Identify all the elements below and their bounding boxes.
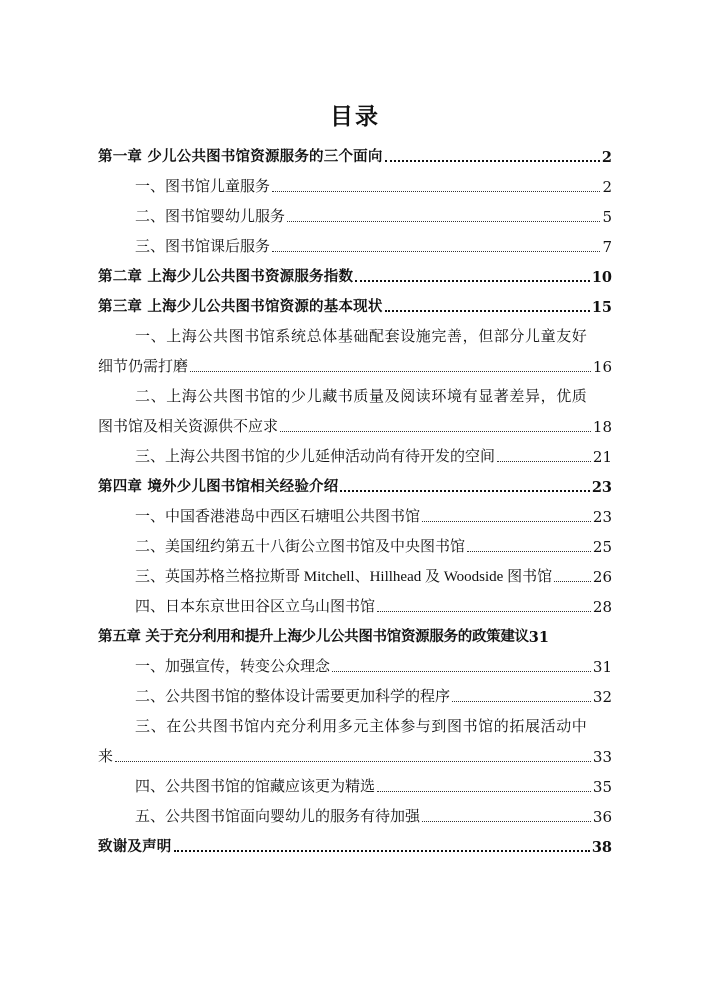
toc-page-number: 15: [591, 299, 612, 316]
toc-entry-section[interactable]: [98, 166, 612, 196]
toc-entry-section[interactable]: [98, 556, 612, 586]
toc-entry-text: 第一章 少儿公共图书馆资源服务的三个面向: [98, 148, 383, 165]
toc-entry-chapter-2[interactable]: [98, 256, 612, 286]
leader-dots: [467, 550, 591, 552]
toc-entry-text: 二、图书馆婴幼儿服务: [135, 207, 286, 225]
toc-page-number: 28: [592, 598, 612, 616]
toc-entry-chapter-5[interactable]: [98, 616, 612, 646]
page-title: 目录: [330, 103, 380, 130]
toc-entry-chapter-4[interactable]: [98, 466, 612, 496]
toc-entry-section-line2[interactable]: [98, 406, 612, 436]
leader-dots: [332, 670, 591, 672]
toc-entry-section[interactable]: [98, 796, 612, 826]
toc-page-number: 18: [592, 418, 612, 436]
toc-entry-chapter-1[interactable]: [98, 136, 612, 166]
toc-entry-section[interactable]: [98, 496, 612, 526]
leader-dots: [287, 220, 600, 222]
toc-page-number: 5: [602, 208, 612, 226]
toc-entry-text: 一、中国香港港岛中西区石塘咀公共图书馆: [135, 507, 421, 525]
toc-entry-section[interactable]: [98, 196, 612, 226]
toc-entry-text: 一、图书馆儿童服务: [135, 177, 271, 195]
toc-entry-text: 四、公共图书馆的馆藏应该更为精选: [135, 777, 376, 795]
toc-entry-text: 第四章 境外少儿图书馆相关经验介绍: [98, 478, 339, 495]
toc-page-number: 25: [592, 538, 612, 556]
toc-entry-section[interactable]: [98, 586, 612, 616]
toc-page-number: 7: [602, 238, 612, 256]
toc-page-number: 21: [592, 448, 612, 466]
leader-dots: [554, 580, 591, 582]
table-of-contents: [98, 136, 612, 856]
toc-entry-text: 三、图书馆课后服务: [135, 237, 271, 255]
toc-entry-text: 第二章 上海少儿公共图书资源服务指数: [98, 268, 354, 285]
toc-entry-text: 第五章 关于充分利用和提升上海少儿公共图书馆资源服务的政策建议: [98, 628, 529, 645]
toc-page-number: 2: [602, 178, 612, 196]
leader-dots: [422, 820, 591, 822]
toc-entry-text: 致谢及声明: [98, 838, 172, 855]
toc-entry-section[interactable]: [98, 766, 612, 796]
leader-dots: [422, 520, 591, 522]
leader-dots: [190, 370, 591, 372]
leader-dots: [385, 159, 600, 162]
toc-entry-text: 二、公共图书馆的整体设计需要更加科学的程序: [135, 687, 451, 705]
toc-entry-text: 细节仍需打磨: [98, 357, 189, 375]
toc-page-number: 31: [592, 658, 612, 676]
toc-entry-text: 第三章 上海少儿公共图书馆资源的基本现状: [98, 298, 383, 315]
toc-entry-section[interactable]: [98, 526, 612, 556]
toc-page-number: 23: [592, 508, 612, 526]
leader-dots: [497, 460, 591, 462]
toc-entry-section-line1[interactable]: 三、在公共图书馆内充分利用多元主体参与到图书馆的拓展活动中: [135, 717, 588, 735]
toc-entry-section-line2[interactable]: [98, 346, 612, 376]
toc-page-number: 16: [592, 358, 612, 376]
toc-page-number: 2: [601, 149, 612, 166]
toc-entry-text: 图书馆及相关资源供不应求: [98, 417, 279, 435]
toc-entry-section-line1[interactable]: 一、上海公共图书馆系统总体基础配套设施完善，但部分儿童友好: [135, 327, 588, 345]
toc-page-number: 26: [592, 568, 612, 586]
toc-page-number: 36: [592, 808, 612, 826]
toc-entry-section-line1[interactable]: 二、上海公共图书馆的少儿藏书质量及阅读环境有显著差异，优质: [135, 387, 588, 405]
toc-entry-text: 四、日本东京世田谷区立乌山图书馆: [135, 597, 376, 615]
toc-entry-text: 一、加强宣传，转变公众理念: [135, 657, 331, 675]
leader-dots: [280, 430, 591, 432]
toc-entry-text: 五、公共图书馆面向婴幼儿的服务有待加强: [135, 807, 421, 825]
toc-entry-section-line2[interactable]: [98, 736, 612, 766]
leader-dots: [340, 489, 589, 492]
toc-entry-section[interactable]: [98, 436, 612, 466]
leader-dots: [452, 700, 591, 702]
toc-page-number: 35: [592, 778, 612, 796]
toc-entry-text: 三、上海公共图书馆的少儿延伸活动尚有待开发的空间: [135, 447, 496, 465]
toc-entry-text: 二、美国纽约第五十八街公立图书馆及中央图书馆: [135, 537, 466, 555]
leader-dots: [377, 610, 591, 612]
toc-page-number: 33: [592, 748, 612, 766]
leader-dots: [385, 309, 590, 312]
leader-dots: [355, 279, 590, 282]
toc-entry-section[interactable]: [98, 646, 612, 676]
leader-dots: [272, 250, 600, 252]
toc-entry-text: 三、英国苏格兰格拉斯哥 Mitchell、Hillhead 及 Woodside 图书馆: [135, 569, 553, 585]
leader-dots: [377, 790, 591, 792]
toc-entry-section[interactable]: [98, 676, 612, 706]
toc-page-number: 10: [591, 269, 612, 286]
toc-entry-acknowledgements[interactable]: [98, 826, 612, 856]
toc-entry-chapter-3[interactable]: [98, 286, 612, 316]
toc-entry-section[interactable]: [98, 226, 612, 256]
leader-dots: [174, 849, 590, 852]
toc-page-number: 31: [528, 629, 549, 646]
leader-dots: [272, 190, 600, 192]
leader-dots: [115, 760, 591, 762]
toc-page-number: 38: [591, 839, 612, 856]
toc-page-number: 23: [591, 479, 612, 496]
toc-entry-text: 来: [98, 747, 114, 765]
toc-page-number: 32: [592, 688, 612, 706]
